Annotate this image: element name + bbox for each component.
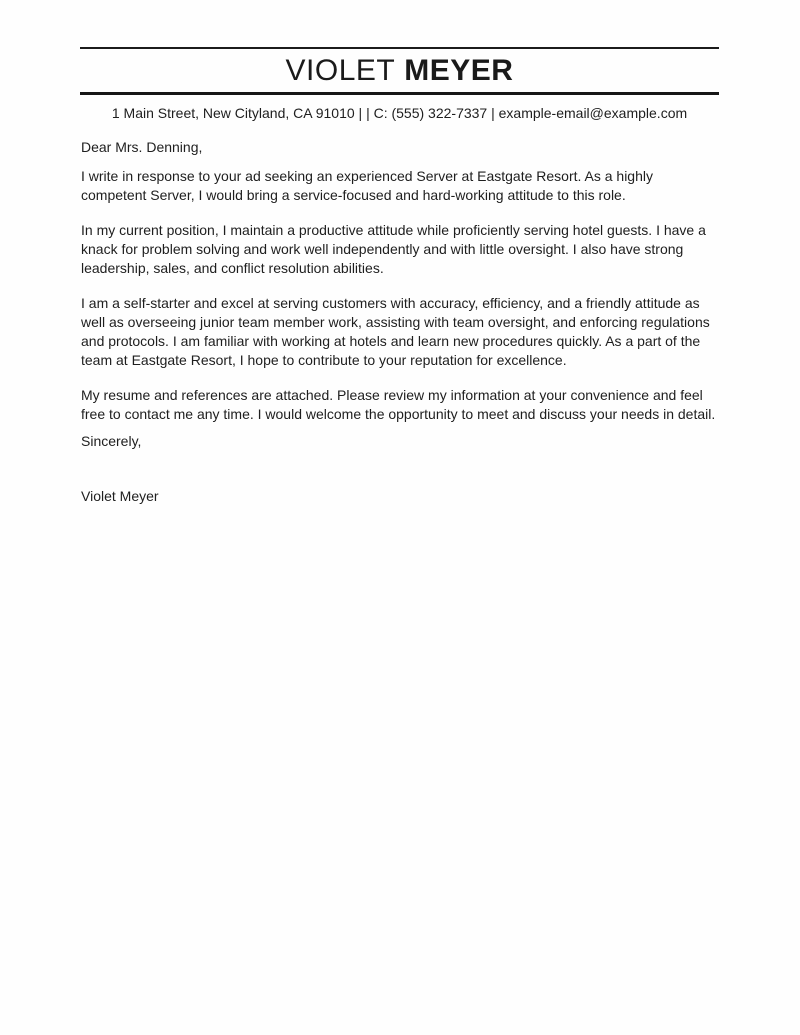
applicant-first-name: VIOLET <box>285 54 396 87</box>
signature-name: Violet Meyer <box>81 488 159 504</box>
contact-info: 1 Main Street, New Cityland, CA 91010 | | C: (555) 322-7337 | example-email@example.com <box>111 105 688 121</box>
paragraph-current-position: In my current position, I maintain a productive attitude while proficiently serving hotel guests. I have a knack for problem solving and work well independently and with little oversight. I also have strong leadership, sales, and conflict resolution abilities. <box>81 222 706 276</box>
letter-header <box>80 47 719 122</box>
paragraph-intro: I write in response to your ad seeking an experienced Server at Eastgate Resort. As a highly competent Server, I would bring a service-focused and hard-working attitude to this role. <box>81 168 653 203</box>
paragraph-skills: I am a self-starter and excel at serving customers with accuracy, efficiency, and a friendly attitude as well as overseeing junior team member work, assisting with team oversight, and enforcing regulations and protocols. I am familiar with working at hotels and learn new procedures quickly. As a part of the team at Eastgate Resort, I hope to contribute to your reputation for excellence. <box>81 295 710 368</box>
salutation: Dear Mrs. Denning, <box>81 139 203 155</box>
applicant-name <box>80 49 719 92</box>
letter-body <box>81 138 721 506</box>
paragraph-resume-attached: My resume and references are attached. Please review my information at your convenience and feel free to contact me any time. I would welcome the opportunity to meet and discuss your needs in detail. <box>81 387 716 422</box>
closing: Sincerely, <box>81 433 142 449</box>
applicant-last-name: MEYER <box>404 54 514 87</box>
